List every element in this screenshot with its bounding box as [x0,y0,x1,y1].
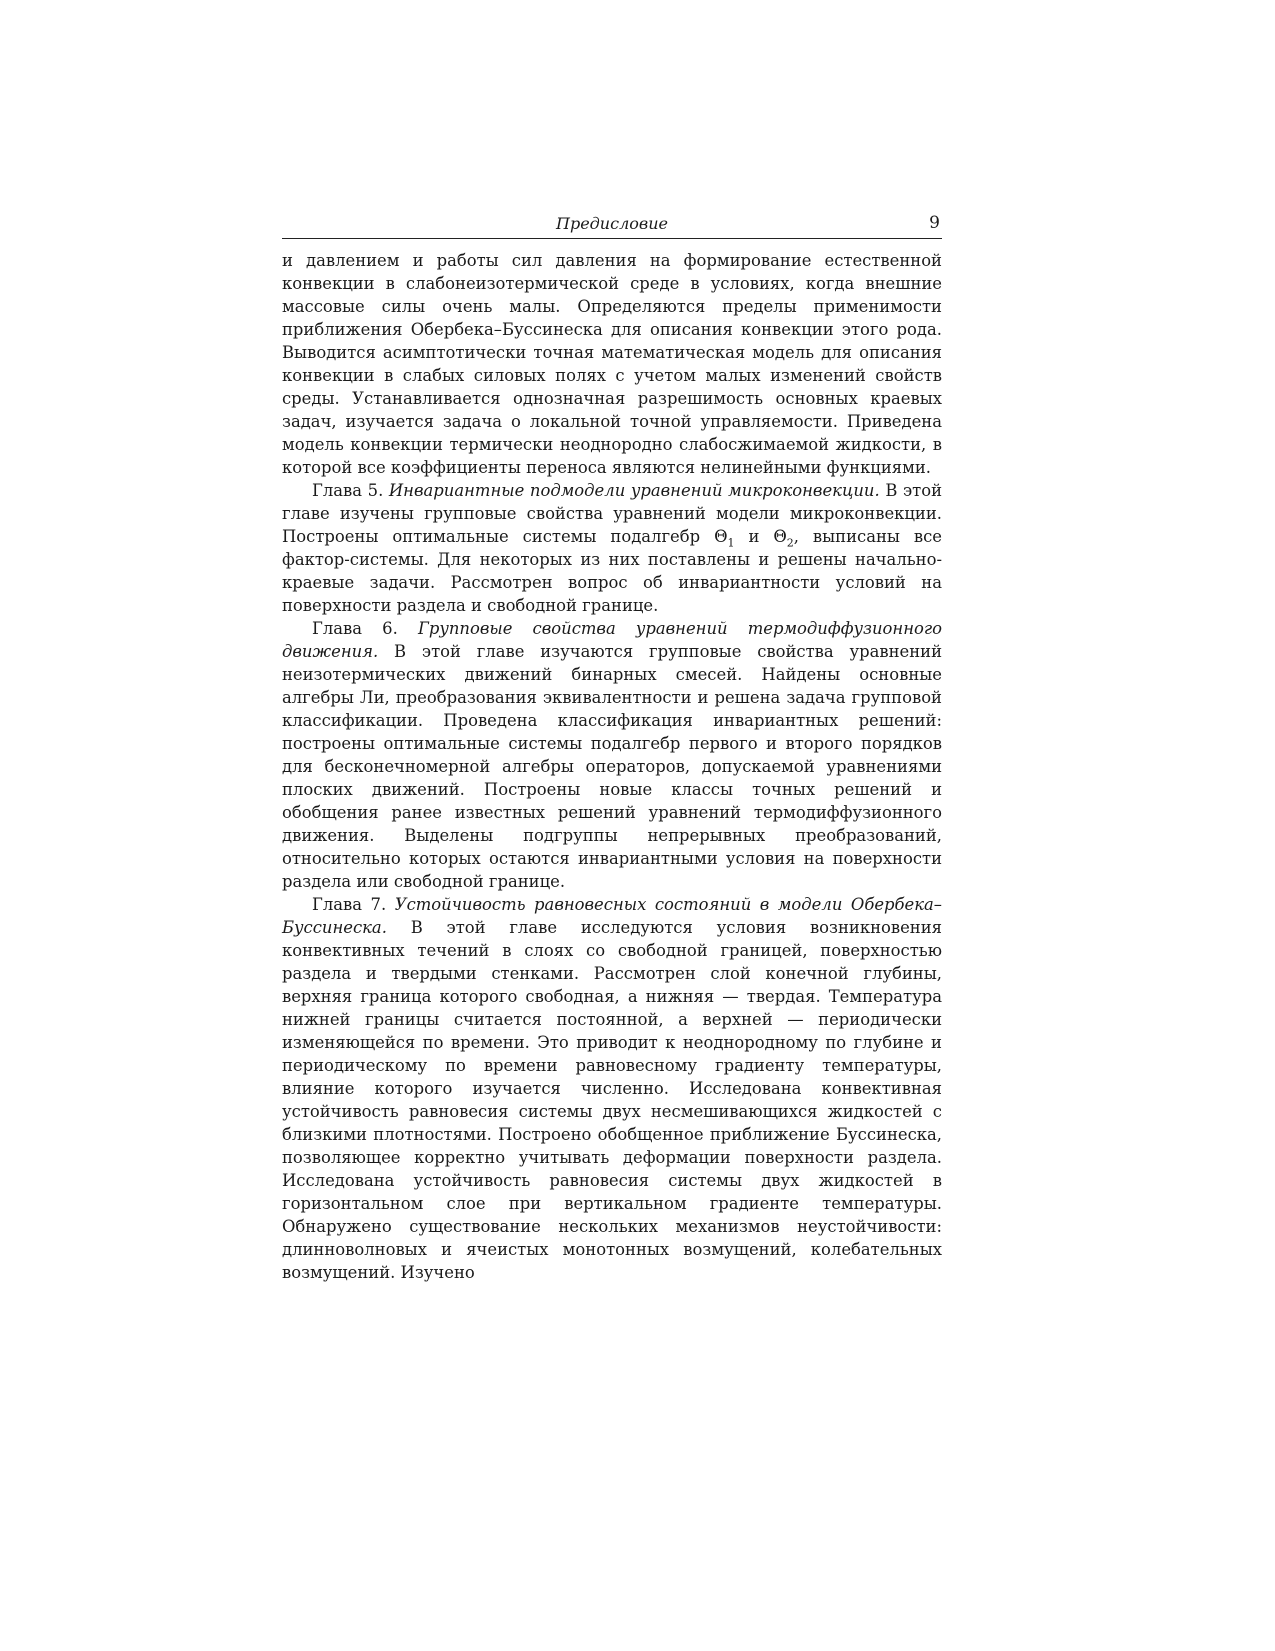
chapter-title: Групповые свойства уравнений термодиффузионного движения. [282,619,943,661]
book-page [282,212,942,1284]
body-text [282,249,942,1284]
math-symbol-theta-2: $\Theta_2$ [773,527,794,550]
math-symbol-theta-1: $\Theta_1$ [714,527,735,550]
page-number: 9 [929,213,940,233]
paragraph-text: В этой главе исследуются условия возникновения конвективных течений в слоях со свободной границей, поверхностью раздела и твердыми стенками. Рассмотрен слой конечной глубины, верхняя граница которого свободная, а нижняя — твердая. Температура нижней границы считается постоянной, а верхней — периодически изменяющейся по времени. Это приводит к неоднородному по глубине и периодическому по времени равновесному градиенту температуры, влияние которого изучается численно. Исследована конвективная устойчивость равновесия системы двух несмешивающихся жидкостей с близкими плотностями. Построено обобщенное приближение Буссинеска, позволяющее корректно учитывать деформации поверхности раздела. Исследована устойчивость равновесия системы двух жидкостей в горизонтальном слое при вертикальном градиенте температуры. Обнаружено существование нескольких механизмов неустойчивости: длинноволновых и ячеистых монотонных возмущений, колебательных возмущений. Изучено [282,918,942,1282]
chapter-lead: Глава 7. [312,895,387,914]
running-title: Предисловие [556,214,668,233]
paragraph-text: В этой главе изучены групповые свойства уравнений модели микроконвекции. Построены оптимальные системы подалгебр [282,481,942,546]
running-header [282,212,942,239]
chapter-title: Инвариантные подмодели уравнений микроконвекции. [388,481,880,500]
paragraph-text: В этой главе изучаются групповые свойства уравнений неизотермических движений бинарных смесей. Найдены основные алгебры Ли, преобразования эквивалентности и решена задача групповой классификации. Проведена классификация инвариантных решений: построены оптимальные системы подалгебр первого и второго порядков для бесконечномерной алгебры операторов, допускаемой уравнениями плоских движений. Построены новые классы точных решений и обобщения ранее известных решений уравнений термодиффузионного движения. Выделены подгруппы непрерывных преобразований, относительно которых остаются инвариантными условия на поверхности раздела или свободной границе. [282,642,942,891]
paragraph-chapter-7 [282,893,942,1284]
chapter-title: Устойчивость равновесных состояний в модели Обербека–Буссинеска. [282,895,942,937]
chapter-lead: Глава 6. [312,619,398,638]
paragraph-continuation [282,249,942,479]
paragraph-text: , выписаны все фактор-системы. Для некоторых из них поставлены и решены начально-краевые задачи. Рассмотрен вопрос об инвариантности условий на поверхности раздела и свободной границе. [282,527,942,615]
conjunction: и [748,527,760,546]
chapter-lead: Глава 5. [312,481,384,500]
paragraph-chapter-5 [282,479,942,617]
paragraph-chapter-6 [282,617,942,893]
paragraph-text: и давлением и работы сил давления на формирование естественной конвекции в слабонеизотермической среде в условиях, когда внешние массовые силы очень малы. Определяются пределы применимости приближения Обербека–Буссинеска для описания конвекции этого рода. Выводится асимптотически точная математическая модель для описания конвекции в слабых силовых полях с учетом малых изменений свойств среды. Устанавливается однозначная разрешимость основных краевых задач, изучается задача о локальной точной управляемости. Приведена модель конвекции термически неоднородно слабосжимаемой жидкости, в которой все коэффициенты переноса являются нелинейными функциями. [282,251,942,477]
